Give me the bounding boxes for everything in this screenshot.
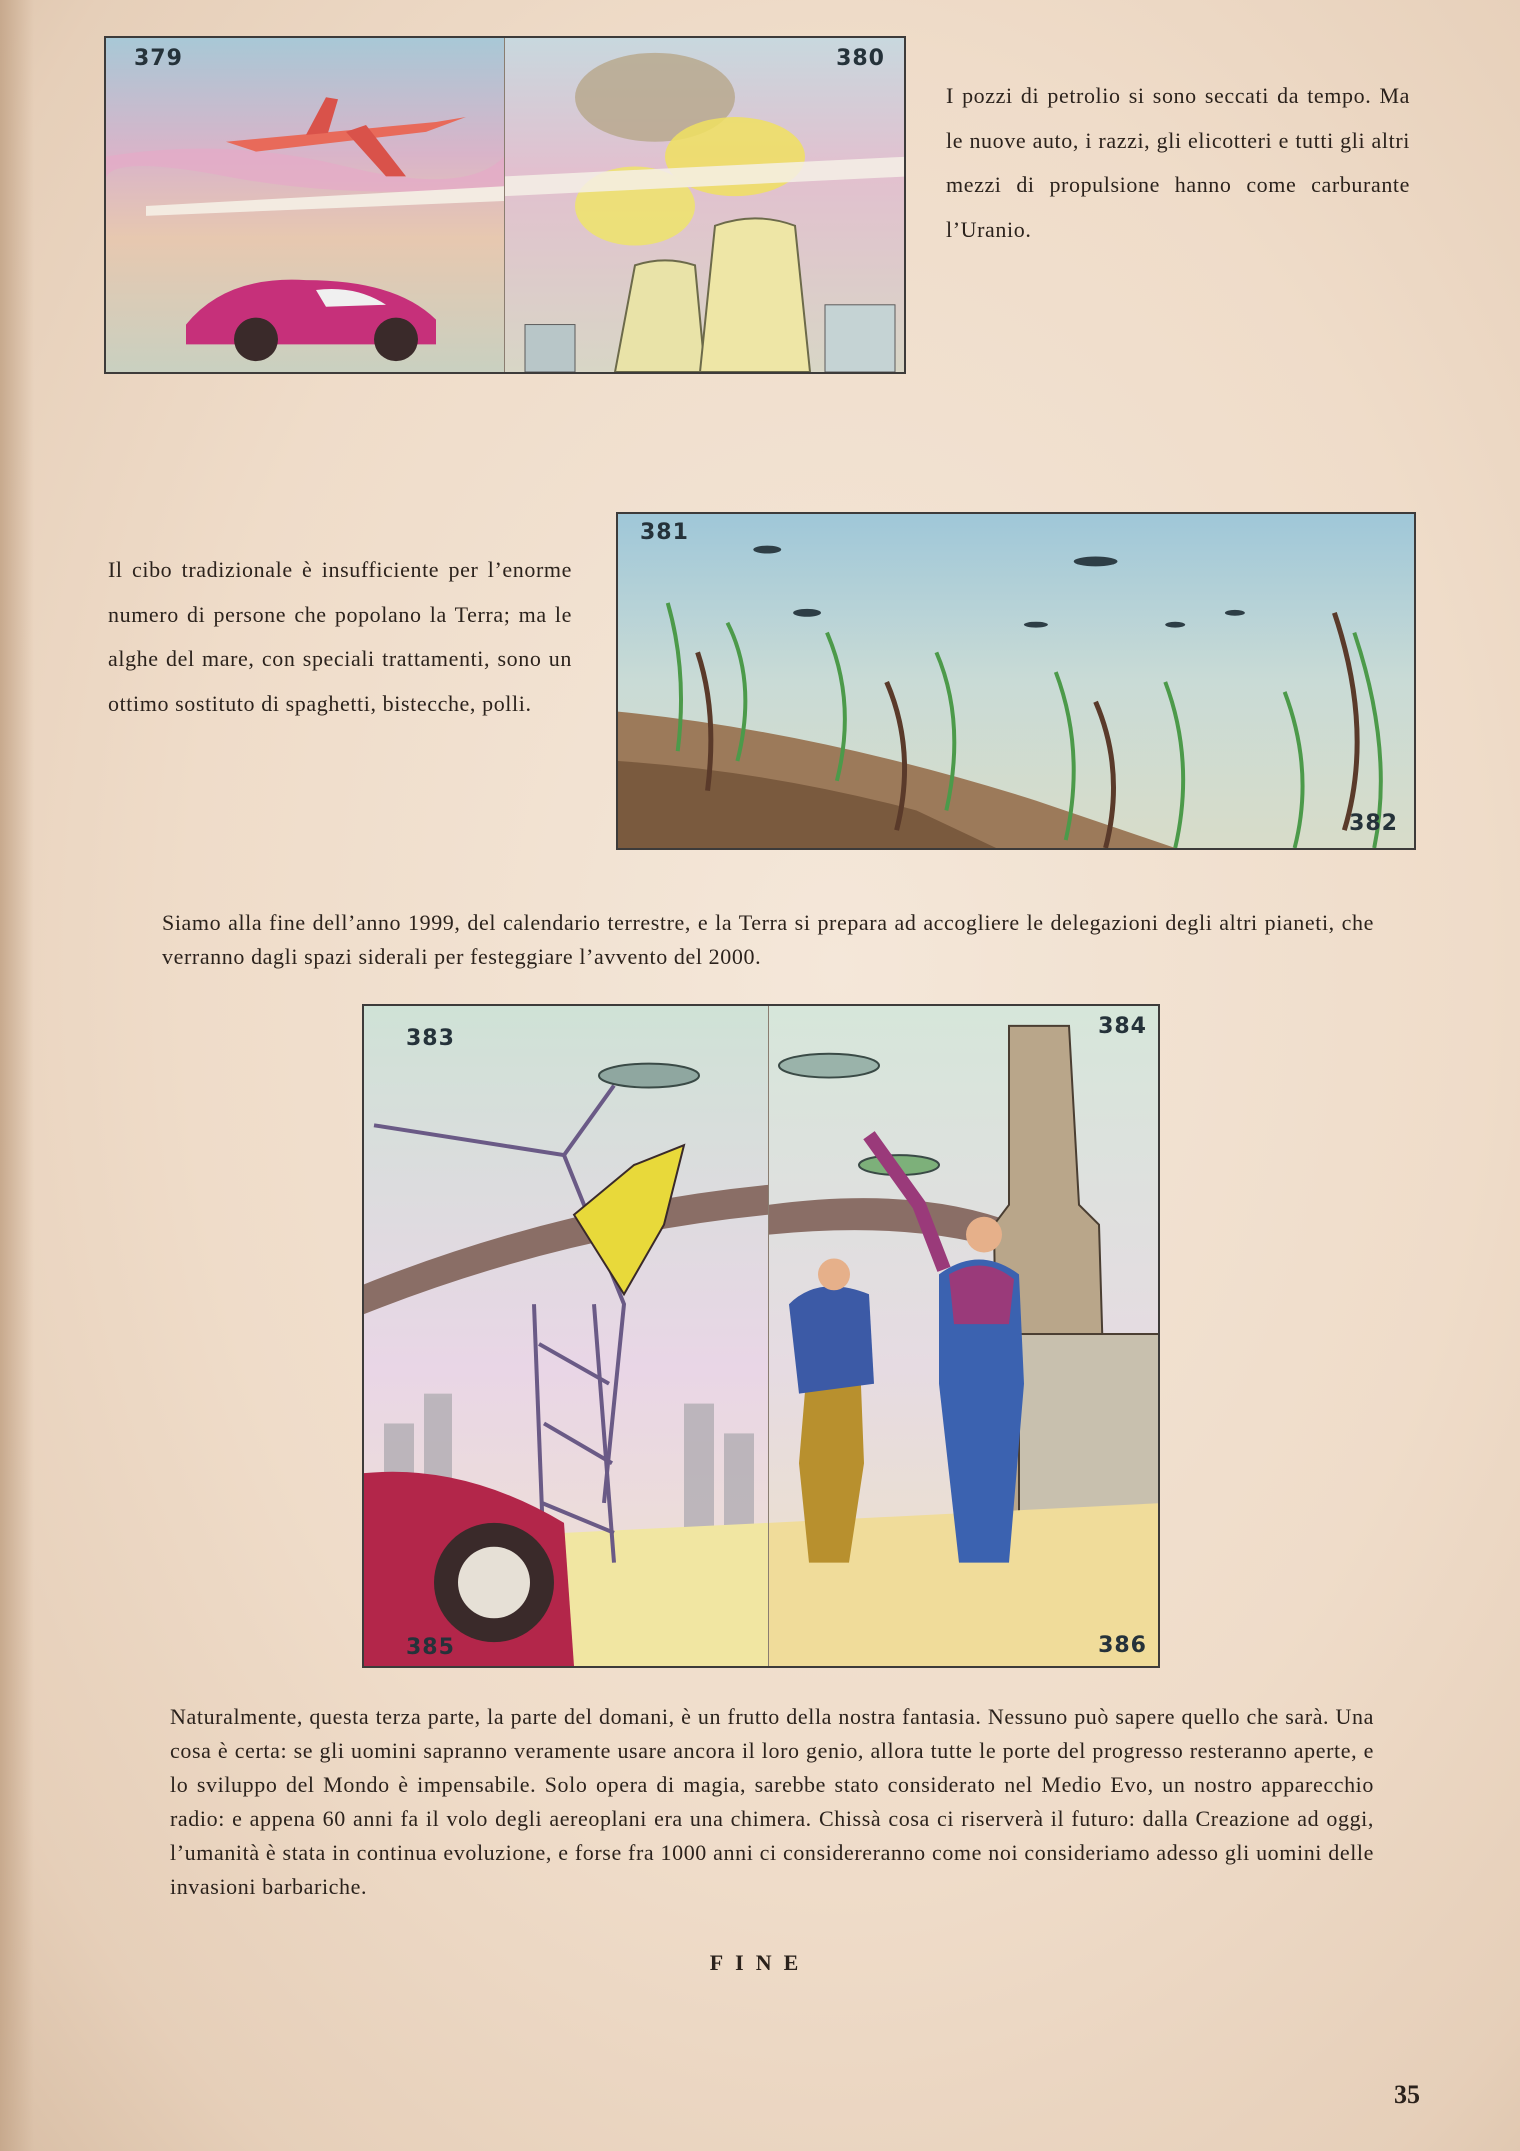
sticker-number-385: 385 — [406, 1635, 455, 1660]
fine-label: FINE — [709, 1950, 811, 1975]
sticker-379-image — [106, 38, 504, 372]
paragraph-uranium: I pozzi di petrolio si sono seccati da tempo. Ma le nuove auto, i razzi, gli elicotteri e tutti gli altri mezzi di propulsione hanno come carburante l’Uranio. — [946, 83, 1410, 242]
page-binding-shadow — [0, 0, 34, 2151]
sticker-pair-381-382 — [616, 512, 1416, 850]
paragraph-conclusion: Naturalmente, questa terza parte, la parte del domani, è un frutto della nostra fantasia. Nessuno può sapere quello che sarà. Una cosa è certa: se gli uomini sapranno veramente usare ancora il loro genio, allora tutte le porte del progresso resteranno aperte, e lo sviluppo del Mondo è impensabile. Solo opera di magia, sarebbe stato considerato nel Medio Evo, un nostro apparecchio radio: e appena 60 anni fa il volo degli aereoplani era una chimera. Chissà cosa ci riserverà il futuro: dalla Creazione ad oggi, l’umanità è stata in continua evoluzione, e forse fra 1000 anni ci considereranno come noi consideriamo adesso gli uomini delle invasioni barbariche. — [170, 1704, 1374, 1899]
sticker-number-383: 383 — [406, 1026, 455, 1051]
sticker-pair-379-380 — [104, 36, 906, 374]
sticker-381-382-image — [618, 514, 1414, 848]
sticker-384-386-image — [768, 1006, 1160, 1666]
paragraph-food: Il cibo tradizionale è insufficiente per l’enorme numero di persone che popolano la Terra; ma le alghe del mare, con speciali trattamenti, sono un ottimo sostituto di spaghetti, bistecche, polli. — [108, 557, 572, 716]
sticker-number-380: 380 — [836, 46, 885, 71]
page-number: 35 — [1394, 2080, 1420, 2109]
sticker-group-383-386 — [362, 1004, 1160, 1668]
sticker-number-379: 379 — [134, 46, 183, 71]
sticker-number-382: 382 — [1349, 811, 1398, 836]
sticker-380-image — [504, 38, 906, 372]
sticker-number-384: 384 — [1098, 1014, 1147, 1039]
sticker-number-386: 386 — [1098, 1633, 1147, 1658]
sticker-383-385-image — [364, 1006, 768, 1666]
paragraph-year2000: Siamo alla fine dell’anno 1999, del calendario terrestre, e la Terra si prepara ad accogliere le delegazioni degli altri pianeti, che verranno dagli spazi siderali per festeggiare l’avvento del 2000. — [162, 910, 1374, 969]
sticker-number-381: 381 — [640, 520, 689, 545]
